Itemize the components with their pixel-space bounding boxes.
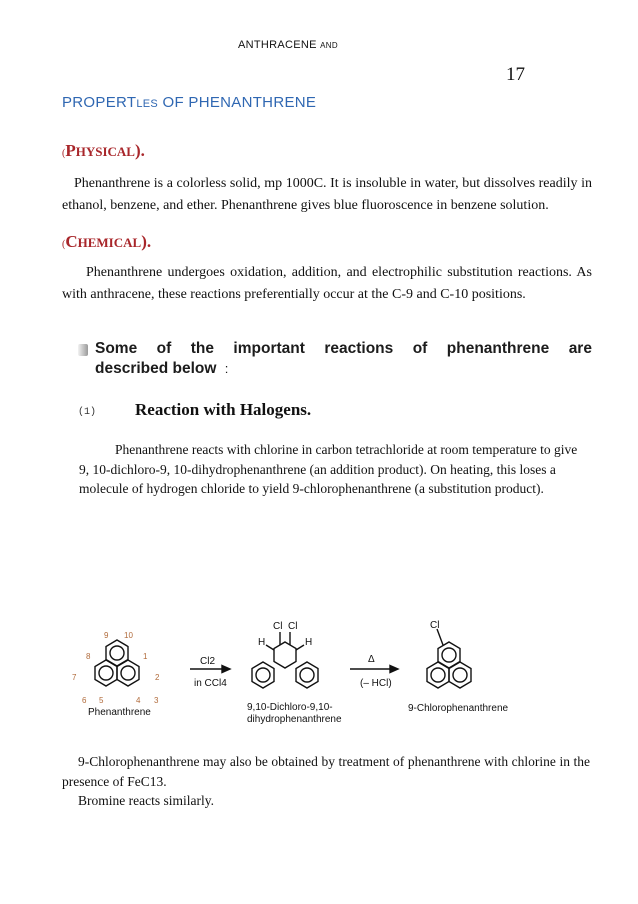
word: the xyxy=(190,340,214,357)
running-header xyxy=(238,39,338,51)
word: Some xyxy=(95,340,138,357)
word: of xyxy=(156,340,172,357)
heading-close: ). xyxy=(141,232,152,251)
word: phenanthrene xyxy=(446,340,550,357)
word: are xyxy=(568,340,592,357)
title-part1: PROPERT xyxy=(62,94,137,111)
title-part2: LES xyxy=(136,98,159,110)
heading-rest: HYSICAL xyxy=(75,144,135,159)
word: reactions xyxy=(324,340,394,357)
intermediate-label-1: 9,10-Dichloro-9,10- xyxy=(247,702,333,713)
important-reactions-line2 xyxy=(95,360,228,378)
chloro-product-structure xyxy=(427,629,471,688)
heading-open-paren: ( xyxy=(62,239,66,250)
important-reactions-line1 xyxy=(95,340,592,358)
page-number: 17 xyxy=(506,64,525,85)
word: important xyxy=(233,340,305,357)
heading-open-paren: ( xyxy=(62,148,66,159)
chemical-text: Phenanthrene undergoes oxidation, addition, and electrophilic substitution reactions. As with anthracene, these reactions preferentially occur at the C-9 and C-10 positions. xyxy=(62,265,592,302)
bullet-icon xyxy=(78,344,88,356)
reaction-number: (1) xyxy=(78,407,97,418)
position-label: 9 xyxy=(104,631,109,640)
phenanthrene-structure xyxy=(95,640,139,686)
heat-symbol: Δ xyxy=(368,654,375,665)
position-label: 5 xyxy=(99,696,104,705)
position-label: 6 xyxy=(82,696,87,705)
physical-text: Phenanthrene is a colorless solid, mp 1000C. It is insoluble in water, but dissolves readily in ethanol, benzene, and ether. Phenanthrene gives blue fluoroscence in benzene solution. xyxy=(62,176,592,213)
heading-close: ). xyxy=(134,141,145,160)
reaction-text: Phenanthrene reacts with chlorine in carbon tetrachloride at room temperature to give 9, 10-dichloro-9, 10-dihydrophenanthrene (an addition product). On heating, this loses a molecule of hydrogen chloride to yield 9-chlorophenanthrene (a substitution product). xyxy=(79,442,578,496)
position-label: 8 xyxy=(86,652,91,661)
intermediate-label-2: dihydrophenanthrene xyxy=(247,714,342,725)
eliminated-hcl: (– HCl) xyxy=(360,678,392,689)
line2-text: described below xyxy=(95,360,217,377)
cl-left: Cl xyxy=(273,621,283,632)
header-small: AND xyxy=(320,41,338,50)
physical-paragraph xyxy=(62,156,592,217)
heading-initial: C xyxy=(65,232,78,251)
section-heading-chemical xyxy=(62,232,151,252)
reactant-label: Phenanthrene xyxy=(88,707,151,718)
colon: : xyxy=(224,361,229,376)
position-label: 10 xyxy=(124,631,133,640)
bromine-note: Bromine reacts similarly. xyxy=(78,793,214,808)
cl-right: Cl xyxy=(288,621,298,632)
heading-initial: P xyxy=(65,141,76,160)
reaction-title: Reaction with Halogens. xyxy=(135,400,312,419)
header-main: ANTHRACENE xyxy=(238,39,317,51)
position-label: 4 xyxy=(136,696,141,705)
position-label: 1 xyxy=(143,652,148,661)
position-label: 2 xyxy=(155,673,160,682)
word: of xyxy=(412,340,428,357)
closing-paragraph xyxy=(62,752,590,792)
reaction-scheme-diagram xyxy=(60,612,580,730)
position-label: 3 xyxy=(154,696,159,705)
chemical-paragraph xyxy=(62,262,592,306)
position-label: 7 xyxy=(72,673,77,682)
heading-rest: HEMICAL xyxy=(77,235,142,250)
reaction-paragraph xyxy=(79,440,589,499)
reagent-bottom: in CCl4 xyxy=(194,678,227,689)
h-right: H xyxy=(305,637,313,648)
product-cl: Cl xyxy=(430,620,440,631)
product-label: 9-Chlorophenanthrene xyxy=(408,703,509,714)
title-part3: OF PHENANTHRENE xyxy=(158,94,317,111)
page-title xyxy=(62,94,316,111)
reagent-top: Cl2 xyxy=(200,656,216,667)
h-left: H xyxy=(258,637,266,648)
closing-text: 9-Chlorophenanthrene may also be obtained by treatment of phenanthrene with chlorine in the presence of FeC13. xyxy=(62,754,590,789)
